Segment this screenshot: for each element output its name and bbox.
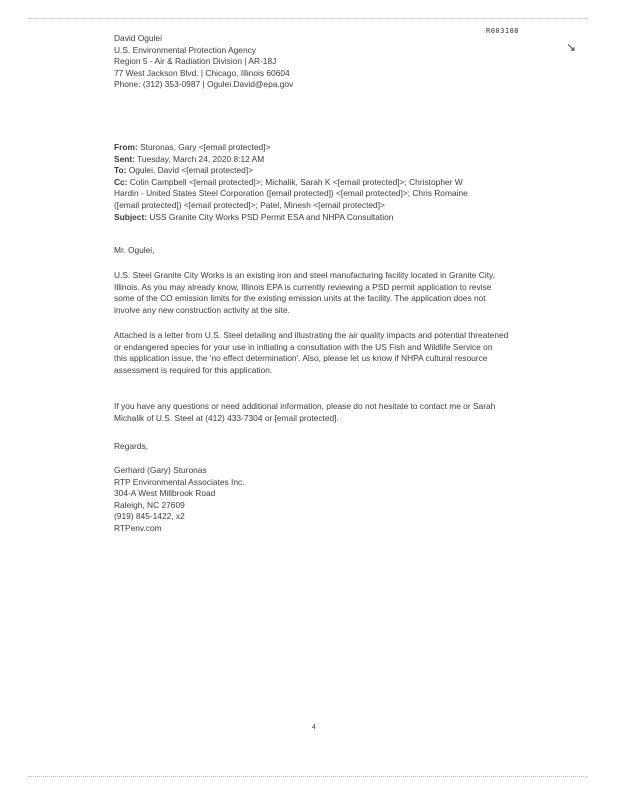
document-id: R003188 <box>486 27 520 35</box>
recipient-name: David Ogulei <box>114 33 162 43</box>
sender-street: 304-A West Millbrook Road <box>114 488 216 499</box>
sender-website: RTPenv.com <box>114 522 162 533</box>
from-value: Sturonas, Gary <[email protected]> <box>140 142 271 152</box>
paragraph-3-line: Michalik of U.S. Steel at (412) 433-7304 or [email protected]. <box>114 412 339 423</box>
recipient-division: Region 5 - Air & Radiation Division | AR-18J <box>114 56 277 67</box>
cc-value-line-2: Hardin - United States Steel Corporation ([email protected]) <[email protected]>; Chris Romaine <box>114 188 468 199</box>
email-sent-row <box>114 154 559 166</box>
to-value: Ogulei, David <[email protected]> <box>128 165 254 176</box>
cc-value-line-1: Colin Campbell <[email protected]>; Michalik, Sarah K <[email protected]>; Christopher W <box>129 176 463 187</box>
subject-label: Subject: <box>114 211 148 222</box>
recipient-address: 77 West Jackson Blvd. | Chicago, Illinois 60604 <box>114 67 290 78</box>
body-paragraph-2 <box>114 330 559 376</box>
paragraph-3-line: If you have any questions or need additional information, please do not hesitate to contact me or Sarah <box>114 401 496 411</box>
scan-artifact-top <box>28 18 588 21</box>
email-closing: Regards, <box>114 441 148 451</box>
paragraph-1-line: involve any new construction activity at the site. <box>114 304 290 315</box>
sender-name: Gerhard (Gary) Sturonas <box>114 465 207 475</box>
email-from-row <box>114 142 559 154</box>
paragraph-2-line: Attached is a letter from U.S. Steel detailing and illustrating the air quality impacts and potential threatened <box>114 330 509 340</box>
paragraph-1-line: U.S. Steel Granite City Works is an existing iron and steel manufacturing facility located in Granite City, <box>114 270 495 280</box>
recipient-org: U.S. Environmental Protection Agency <box>114 44 256 55</box>
email-greeting: Mr. Ogulei, <box>114 245 155 255</box>
from-label: From: <box>114 142 138 152</box>
email-to-row <box>114 165 559 177</box>
subject-value: USS Granite City Works PSD Permit ESA and NHPA Consultation <box>149 211 394 222</box>
to-label: To: <box>114 165 127 176</box>
body-paragraph-3 <box>114 401 559 424</box>
email-header <box>114 142 559 223</box>
paragraph-1-line: Illinois. As you may already know, Illinois EPA is currently reviewing a PSD permit application to revise <box>114 281 492 292</box>
paragraph-2-line: assessment is required for this application. <box>114 364 273 375</box>
recipient-phone: Phone: (312) 353-0987 | Ogulei.David@epa.gov <box>114 79 294 90</box>
body-paragraph-1 <box>114 270 559 316</box>
page-number: 4 <box>312 724 316 731</box>
scan-artifact-bottom <box>28 776 588 779</box>
paragraph-2-line: or endangered species for your use in initiating a consultation with the US Fish and Wildlife Service on <box>114 341 493 352</box>
sent-value: Tuesday, March 24, 2020 8:12 AM <box>137 153 265 164</box>
sender-phone: (919) 845-1422, x2 <box>114 511 185 522</box>
email-cc-row <box>114 177 559 189</box>
cc-label: Cc: <box>114 176 128 187</box>
paragraph-2-line: this application issue, the 'no effect determination'. Also, please let us know if NHPA cultural resource <box>114 353 488 364</box>
sender-company: RTP Environmental Associates Inc. <box>114 476 245 487</box>
sender-city: Raleigh, NC 27609 <box>114 499 185 510</box>
corner-mark-icon: ↘ <box>566 40 577 54</box>
cc-value-line-3: ([email protected]) <[email protected]>; Patel, Minesh <[email protected]> <box>114 199 385 210</box>
email-subject-row <box>114 212 559 224</box>
recipient-signature-block <box>114 33 559 91</box>
paragraph-1-line: some of the CO emission limits for the existing emission units at the facility. The application does not <box>114 293 486 304</box>
sent-label: Sent: <box>114 153 135 164</box>
sender-signature-block <box>114 465 559 535</box>
